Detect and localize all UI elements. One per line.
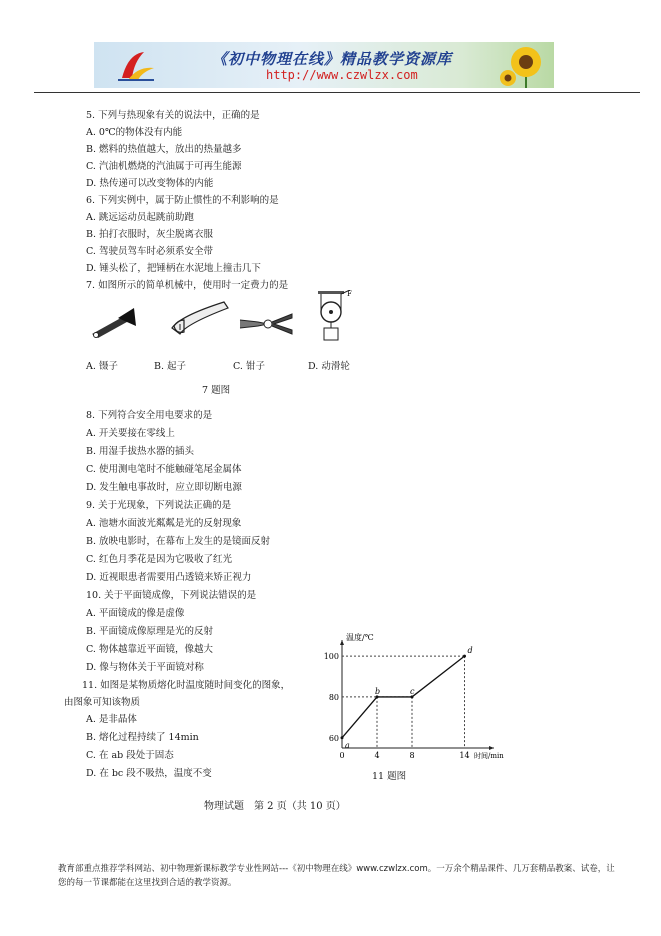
- question-line: 10. 关于平面镜成像，下列说法错误的是: [86, 590, 257, 601]
- y-tick-label: 60: [328, 733, 339, 743]
- question-line: 9. 关于光现象，下列说法正确的是: [86, 500, 232, 511]
- question-line: 6. 下列实例中，属于防止惯性的不利影响的是: [86, 195, 279, 206]
- q11-caption: 11 题图: [372, 771, 407, 782]
- question-line: A. 跳远运动员起跳前助跑: [86, 212, 194, 223]
- question-line: C. 汽油机燃烧的汽油属于可再生能源: [86, 161, 242, 172]
- question-line: A. 开关要接在零线上: [86, 428, 175, 439]
- question-line: C. 在 ab 段处于固态: [86, 750, 174, 761]
- question-line: A. 池塘水面波光粼粼是光的反射现象: [86, 518, 242, 529]
- header-divider: [34, 92, 640, 93]
- question-line: B. 平面镜成像原理是光的反射: [86, 626, 214, 637]
- point-label: c: [410, 686, 415, 696]
- footer-note: 教育部重点推荐学科网站、初中物理新课标教学专业性网站---《初中物理在线》www.czwlzx.com。一万余个精品课件、几万套精品教案、试卷，让您的每一节课都能在这里找到合适的教学资源。: [58, 864, 615, 888]
- point-label: d: [467, 646, 473, 656]
- melting-curve-line: [342, 656, 465, 738]
- question-line: D. 发生触电事故时，应立即切断电源: [86, 482, 242, 493]
- question-line: D. 在 bc 段不吸热，温度不变: [86, 768, 212, 779]
- x-axis-arrow: [489, 746, 494, 750]
- q7-label-b: B. 起子: [154, 361, 187, 372]
- svg-text:F: F: [347, 290, 352, 298]
- banner-title: 《初中物理在线》精品教学资源库: [212, 50, 453, 68]
- q7-figures: [88, 290, 368, 356]
- question-line: C. 红色月季花是因为它吸收了红光: [86, 554, 232, 565]
- x-tick-label: 8: [409, 751, 415, 760]
- question-line: D. 热传递可以改变物体的内能: [86, 178, 214, 189]
- pliers-icon: [238, 310, 294, 338]
- data-point: [463, 655, 466, 658]
- x-axis-label: 时间/min: [474, 752, 504, 760]
- banner-url[interactable]: http://www.czwlzx.com: [266, 68, 418, 82]
- tweezers-icon: [88, 304, 140, 342]
- x-tick-label: 0: [339, 751, 345, 760]
- question-line: B. 拍打衣服时，灰尘脱离衣服: [86, 229, 214, 240]
- question-line: C. 物体越靠近平面镜，像越大: [86, 644, 213, 655]
- question-line: D. 锤头松了，把锤柄在水泥地上撞击几下: [86, 263, 261, 274]
- movable-pulley-icon: [314, 290, 354, 346]
- question-line: D. 近视眼患者需要用凸透镜来矫正视力: [86, 572, 252, 583]
- y-axis-label: 温度/℃: [346, 633, 374, 642]
- page-number: 物理试题 第 2 页（共 10 页）: [204, 801, 346, 812]
- site-logo-icon: [114, 48, 158, 84]
- melting-curve-chart: [322, 630, 507, 780]
- question-line: A. 是非晶体: [86, 714, 137, 725]
- y-tick-label: 80: [328, 692, 339, 702]
- question-line: A. 0℃的物体没有内能: [86, 127, 183, 138]
- question-line: 由图象可知该物质: [64, 697, 141, 708]
- question-line: 8. 下列符合安全用电要求的是: [86, 410, 213, 421]
- data-point: [341, 736, 344, 739]
- question-line: 5. 下列与热现象有关的说法中，正确的是: [86, 110, 260, 121]
- point-label: b: [375, 686, 381, 696]
- question-line: B. 燃料的热值越大，放出的热量越多: [86, 144, 242, 155]
- question-line: 11. 如图是某物质熔化时温度随时间变化的图象，: [82, 680, 291, 691]
- q7-caption: 7 题图: [202, 385, 231, 396]
- y-tick-label: 100: [323, 652, 339, 662]
- question-line: C. 驾驶员驾车时必须系安全带: [86, 246, 213, 257]
- question-line: C. 使用测电笔时不能触碰笔尾金属体: [86, 464, 242, 475]
- y-axis-arrow: [340, 640, 344, 645]
- q7-label-d: D. 动滑轮: [308, 361, 350, 372]
- x-tick-label: 14: [459, 751, 470, 760]
- sunflower-icon: [496, 44, 550, 88]
- x-tick-label: 4: [374, 751, 380, 760]
- question-line: D. 像与物体关于平面镜对称: [86, 662, 204, 673]
- header-banner: [94, 42, 554, 88]
- question-line: B. 用湿手拔热水器的插头: [86, 446, 195, 457]
- question-line: B. 熔化过程持续了 14min: [86, 732, 199, 743]
- question-line: 7. 如图所示的简单机械中，使用时一定费力的是: [86, 280, 289, 291]
- point-label: a: [345, 740, 350, 750]
- question-line: A. 平面镜成的像是虚像: [86, 608, 185, 619]
- q7-label-a: A. 镊子: [86, 361, 118, 372]
- question-line: B. 放映电影时，在幕布上发生的是镜面反射: [86, 536, 271, 547]
- q7-label-c: C. 钳子: [233, 361, 265, 372]
- bottle-opener-icon: [166, 298, 230, 338]
